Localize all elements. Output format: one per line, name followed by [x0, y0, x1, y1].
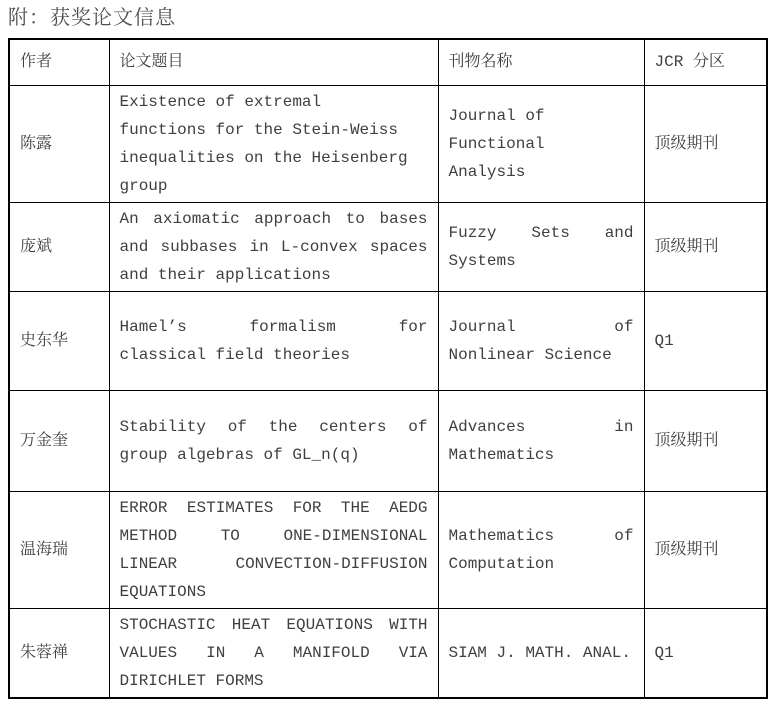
cell-journal — [438, 85, 644, 202]
column-header-title: 论文题目 — [109, 39, 438, 85]
text-line: classical field theories — [119, 345, 350, 364]
text-line: and their applications — [119, 265, 331, 284]
cell-author: 史东华 — [9, 291, 109, 390]
text-line: group — [119, 176, 168, 195]
text-line: Journal of — [448, 106, 545, 125]
table-row — [9, 608, 767, 698]
text-line: VALUES IN A MANIFOLD VIA — [119, 643, 428, 662]
table-row — [9, 390, 767, 491]
table-row — [9, 85, 767, 202]
cell-journal — [438, 491, 644, 608]
cell-journal — [438, 390, 644, 491]
awarded-papers-table — [8, 38, 768, 699]
table-row — [9, 291, 767, 390]
cell-jcr: 顶级期刊 — [644, 85, 767, 202]
cell-jcr: 顶级期刊 — [644, 202, 767, 291]
text-line: Systems — [448, 251, 516, 270]
cell-paper-title — [109, 608, 438, 698]
cell-paper-title — [109, 85, 438, 202]
text-line: LINEAR CONVECTION-DIFFUSION — [119, 554, 428, 573]
table-body — [9, 85, 767, 698]
text-line: Mathematics — [448, 445, 555, 464]
text-line: inequalities on the Heisenberg — [119, 148, 408, 167]
cell-paper-title — [109, 491, 438, 608]
header-row — [9, 39, 767, 85]
cell-paper-title — [109, 202, 438, 291]
cell-author: 庞斌 — [9, 202, 109, 291]
cell-journal — [438, 291, 644, 390]
text-line: functions for the Stein-Weiss — [119, 120, 398, 139]
text-line: Advances in — [448, 417, 634, 436]
text-line: SIAM J. MATH. ANAL. — [448, 643, 631, 662]
cell-jcr: Q1 — [644, 291, 767, 390]
table-row — [9, 491, 767, 608]
column-header-journal: 刊物名称 — [438, 39, 644, 85]
cell-paper-title — [109, 291, 438, 390]
page-title: 附：获奖论文信息 — [8, 8, 176, 31]
cell-jcr: 顶级期刊 — [644, 390, 767, 491]
text-line: ERROR ESTIMATES FOR THE AEDG — [119, 498, 428, 517]
cell-author: 陈露 — [9, 85, 109, 202]
cell-journal — [438, 608, 644, 698]
text-line: STOCHASTIC HEAT EQUATIONS WITH — [119, 615, 428, 634]
cell-jcr: 顶级期刊 — [644, 491, 767, 608]
cell-author: 万金奎 — [9, 390, 109, 491]
text-line: EQUATIONS — [119, 582, 206, 601]
text-line: Functional — [448, 134, 545, 153]
cell-author: 温海瑞 — [9, 491, 109, 608]
text-line: group algebras of GL_n(q) — [119, 445, 360, 464]
text-line: and subbases in L-convex spaces — [119, 237, 428, 256]
column-header-author: 作者 — [9, 39, 109, 85]
text-line: Analysis — [448, 162, 526, 181]
text-line: METHOD TO ONE-DIMENSIONAL — [119, 526, 428, 545]
table-row — [9, 202, 767, 291]
text-line: Fuzzy Sets and — [448, 223, 634, 242]
text-line: DIRICHLET FORMS — [119, 671, 264, 690]
text-line: Nonlinear Science — [448, 345, 612, 364]
cell-author: 朱蓉禅 — [9, 608, 109, 698]
cell-paper-title — [109, 390, 438, 491]
cell-jcr: Q1 — [644, 608, 767, 698]
text-line: Stability of the centers of — [119, 417, 428, 436]
text-line: Computation — [448, 554, 555, 573]
text-line: An axiomatic approach to bases — [119, 209, 428, 228]
text-line: Mathematics of — [448, 526, 634, 545]
text-line: Hamel’s formalism for — [119, 317, 428, 336]
cell-journal — [438, 202, 644, 291]
text-line: Journal of — [448, 317, 634, 336]
text-line: Existence of extremal — [119, 92, 322, 111]
column-header-jcr: JCR 分区 — [644, 39, 767, 85]
